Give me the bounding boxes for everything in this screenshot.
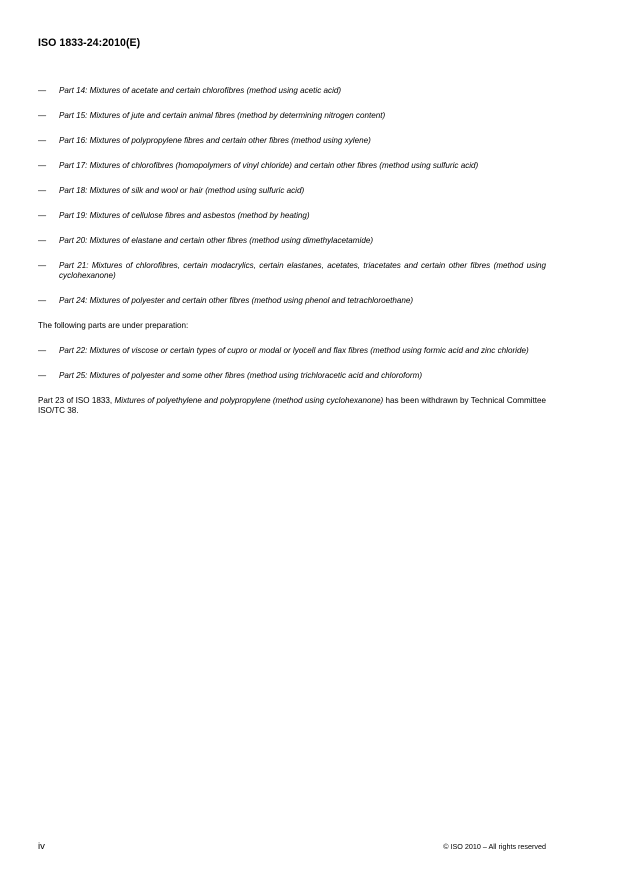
list-item xyxy=(38,371,546,381)
dash-bullet: — xyxy=(38,136,47,145)
list-item xyxy=(38,211,546,221)
list-item xyxy=(38,261,546,281)
list-item xyxy=(38,111,546,121)
list-item-text: Part 16: Mixtures of polypropylene fibres and certain other fibres (method using xylene) xyxy=(59,136,371,145)
list-item-text: Part 20: Mixtures of elastane and certain other fibres (method using dimethylacetamide) xyxy=(59,236,374,245)
list-item-text: Part 14: Mixtures of acetate and certain chlorofibres (method using acetic acid) xyxy=(59,86,342,95)
list-item-text: Part 21: Mixtures of chlorofibres, certain modacrylics, certain elastanes, acetates, triacetates and certain other fibres (method using cyclohexanone) xyxy=(59,261,546,280)
dash-bullet: — xyxy=(38,186,47,195)
list-item xyxy=(38,136,546,146)
dash-bullet: — xyxy=(38,261,47,270)
under-preparation-intro: The following parts are under preparation: xyxy=(38,321,189,330)
list-item xyxy=(38,296,546,306)
published-parts-list xyxy=(38,86,546,306)
copyright-notice: © ISO 2010 – All rights reserved xyxy=(443,842,546,851)
list-item-text: Part 19: Mixtures of cellulose fibres and asbestos (method by heating) xyxy=(59,211,310,220)
list-item-text: Part 18: Mixtures of silk and wool or hair (method using sulfuric acid) xyxy=(59,186,305,195)
list-item xyxy=(38,161,546,171)
list-item xyxy=(38,186,546,196)
list-item-text: Part 22: Mixtures of viscose or certain types of cupro or modal or lyocell and flax fibres (method using formic acid and zinc chloride) xyxy=(59,346,529,355)
withdrawn-note-title: Mixtures of polyethylene and polypropylene (method using cyclohexanone) xyxy=(114,396,384,405)
list-item-text: Part 15: Mixtures of jute and certain animal fibres (method by determining nitrogen content) xyxy=(59,111,386,120)
dash-bullet: — xyxy=(38,86,47,95)
dash-bullet: — xyxy=(38,236,47,245)
document-body xyxy=(38,86,546,431)
dash-bullet: — xyxy=(38,161,47,170)
withdrawn-note-prefix: Part 23 of ISO 1833, xyxy=(38,396,115,405)
withdrawn-note xyxy=(38,396,546,416)
dash-bullet: — xyxy=(38,111,47,120)
list-item-text: Part 24: Mixtures of polyester and certain other fibres (method using phenol and tetrachloroethane) xyxy=(59,296,414,305)
document-id-header: ISO 1833-24:2010(E) xyxy=(38,37,141,49)
dash-bullet: — xyxy=(38,346,47,355)
list-item xyxy=(38,346,546,356)
under-preparation-parts-list xyxy=(38,346,546,381)
list-item-text: Part 25: Mixtures of polyester and some other fibres (method using trichloracetic acid and chloroform) xyxy=(59,371,423,380)
page-number: iv xyxy=(38,841,45,852)
list-item xyxy=(38,86,546,96)
list-item-text: Part 17: Mixtures of chlorofibres (homopolymers of vinyl chloride) and certain other fibres (method using sulfuric acid) xyxy=(59,161,479,170)
list-item xyxy=(38,236,546,246)
dash-bullet: — xyxy=(38,211,47,220)
withdrawn-note-suffix: has been withdrawn by Technical Committee ISO/TC 38. xyxy=(38,396,546,415)
dash-bullet: — xyxy=(38,296,47,305)
dash-bullet: — xyxy=(38,371,47,380)
